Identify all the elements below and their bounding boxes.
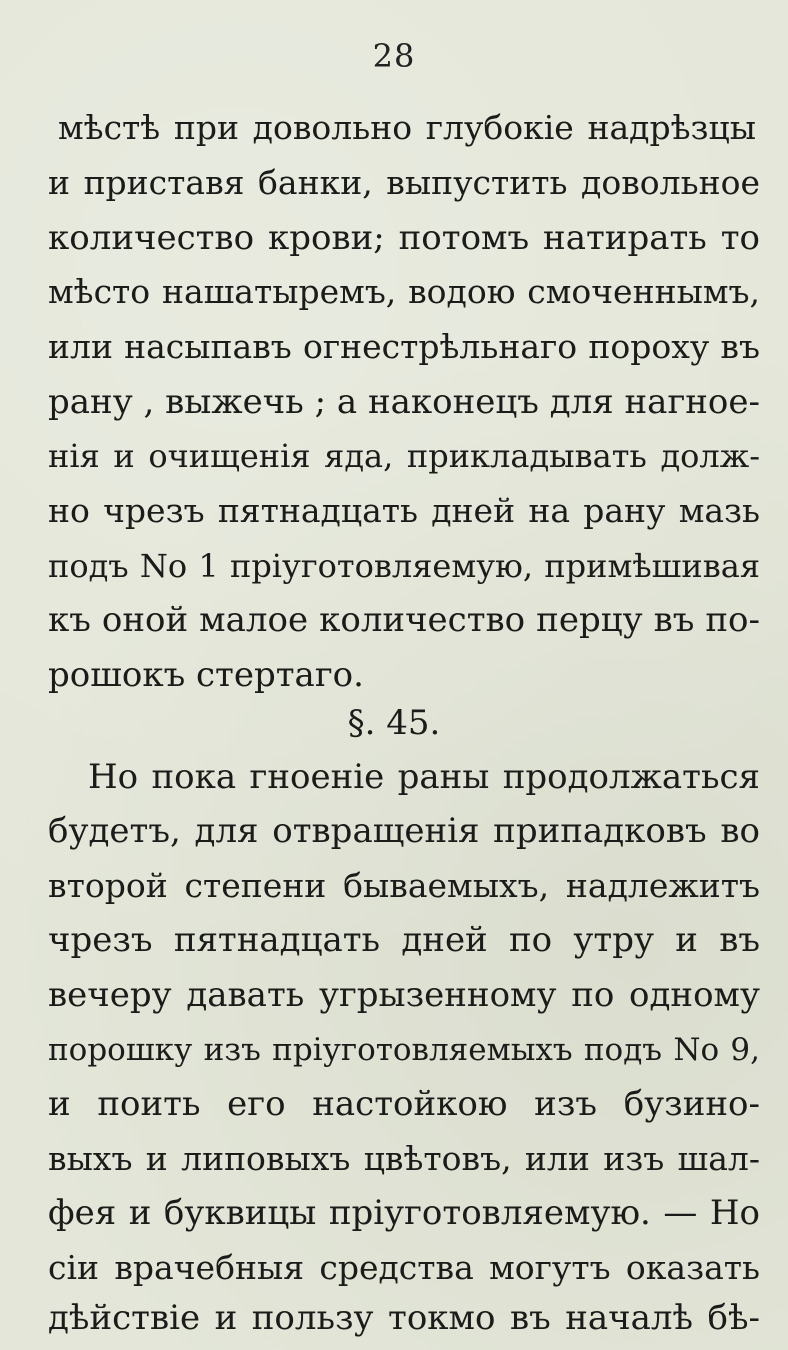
text-line: Но пока гноеніе раны продолжаться — [88, 757, 760, 797]
page-number: 28 — [372, 37, 416, 75]
text-line: и приставя банки, выпустить довольное — [48, 163, 760, 202]
text-line: нія и очищенія яда, прикладывать долж- — [48, 437, 760, 475]
text-line: рошокъ стертаго. — [48, 655, 364, 695]
text-line: но чрезъ пятнадцать дней на рану мазь — [48, 491, 760, 530]
text-line: второй степени бываемыхъ, надлежитъ — [48, 866, 760, 905]
text-line: фея и буквицы пріуготовляемую. — Но — [48, 1193, 760, 1233]
text-line: порошку изъ пріуготовляемыхъ подъ No 9, — [48, 1032, 760, 1068]
text-line: вечеру давать угрызенному по одному — [48, 975, 760, 1015]
text-line: или насыпавъ огнестрѣльнаго пороху въ — [48, 327, 760, 366]
text-line: чрезъ пятнадцать дней по утру и въ — [48, 920, 760, 960]
text-line: дѣйствіе и пользу токмо въ началѣ бѣ- — [48, 1298, 760, 1338]
text-line: сіи врачебныя средства могутъ оказать — [48, 1248, 760, 1287]
text-line: рану , выжечь ; а наконецъ для нагное- — [48, 382, 760, 422]
text-line: мѣстѣ при довольно глубокіе надрѣзцы — [58, 108, 756, 147]
text-line: будетъ, для отвращенія припадковъ во — [48, 811, 760, 851]
text-line: количество крови; потомъ натирать то — [48, 218, 760, 258]
text-line: къ оной малое количество перцу въ по- — [48, 600, 760, 640]
text-line: выхъ и липовыхъ цвѣтовъ, или изъ шал- — [48, 1139, 760, 1178]
text-line: мѣсто нашатыремъ, водою смоченнымъ, — [48, 272, 760, 311]
text-line: и поить его настойкою изъ бузино- — [48, 1084, 760, 1124]
text-line: подъ No 1 пріуготовляемую, примѣшивая — [48, 547, 760, 585]
section-heading: §. 45. — [347, 703, 441, 743]
